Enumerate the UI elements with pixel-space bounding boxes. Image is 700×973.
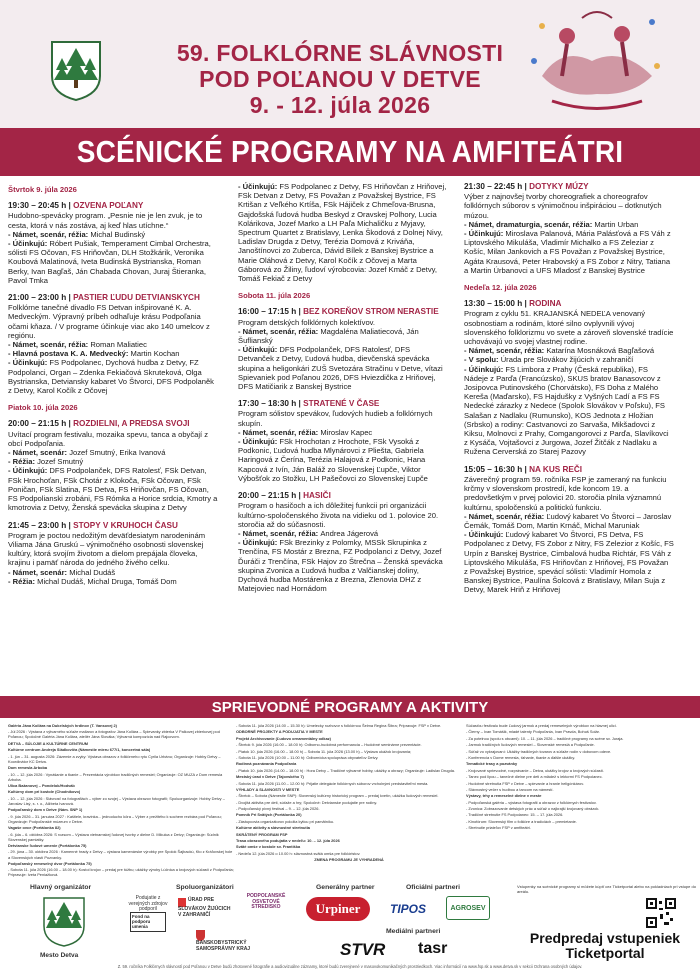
event-time: 20:00 – 21:15 h [238, 491, 297, 501]
acc-item: - Tradičné stretnutie FS Podpolanec: 15. – 17. júla 2026. [466, 812, 564, 818]
credit-value: Martin Kochan [130, 349, 180, 359]
accompanying-column-3 [466, 723, 692, 832]
event-description: Program detských folklórnych kolektívov. [238, 317, 376, 327]
event-credit [8, 457, 218, 466]
main-organizer-label: Hlavný organizátor [30, 884, 92, 891]
program-event [238, 399, 448, 483]
credit-value: FS Podpolanec z Detvy, FS Hriňovčan z Hriňovej, FSk Detvan z Detvy, FS Považan z Považskej Bystrice, FS Krtišan z Veľkého Krtíša, FSk Hájiček z Chmeľova-Brusna, Gajdošská ľudová hudba Beskyd z Oravskej Polhory, Lucia Kolárikova, Jozef Marko a LH Paľa Michaličku z Myjavy, Spectrum Quartet z Bratislavy, Lenka Škodová z Dolnej Nivy, Ladislav Drugda z Detvy, Terézia Domová z Kriváňa, Janoštínovci zo Zuberca, Dávid Bílek z Banskej Bystrice a Marie Oláhová z Detvy, Karol Kočík z Očovej a Marta Gáborová zo Žiliny, ľudoví výrobcovia: Jozef Kmáč z Detvy, Tomáš Fekiač z Detvy [238, 182, 447, 284]
mesto-detva-logo [42, 896, 86, 948]
qr-code-icon[interactable] [646, 898, 676, 928]
acc-item: Tematické trasy a pozvánky [466, 761, 518, 767]
credit-label: - Námet, scenár: [8, 448, 70, 458]
credit-value: Andrea Jágerová [320, 528, 379, 538]
accompanying-programs-banner [0, 696, 700, 718]
event-heading: 20:00 – 21:15 h | ROZDIELNI, A PREDSA SVOJI [8, 419, 190, 429]
agrosev-logo [446, 896, 490, 920]
title-line-1: 59. FOLKLÓRNE SLÁVNOSTI [176, 40, 504, 66]
acc-item: - Konferencia v Dome remesla, ťahanie, tkanie a ďalšie ukážky. [466, 754, 576, 760]
credit-label: - Námet, scenár, réžia: [8, 340, 91, 350]
event-credit [238, 345, 448, 391]
event-description: Uvítací program festivalu, mozaika spevu, tanca a obyčají z obcí Podpoľania. [8, 429, 209, 448]
acc-item: - Sobota 11. júla 2026 (11.00 – 12.00 h): Prijatie delegácie folklórnych súborov vrcholnými predstaviteľmi mesta. [236, 780, 429, 786]
acc-item: ODBORNÉ PROJEKTY A PODUJATIA V MESTE [236, 729, 323, 735]
program-event [8, 201, 218, 285]
event-name: ROZDIELNI, A PREDSA SVOJI [73, 419, 190, 429]
acc-item: - 10. – 12. júla 2026 : Slávnosť na fotografiách – výber zo svojej – Výstava obrazov fotografií; Spoluorganizuje: Hobby Detvy – Jaroslav Lisý, s. r. o., Alžbeta Ivanová. [8, 795, 225, 806]
day-heading: Štvrtok 9. júla 2026 [8, 185, 77, 194]
event-credit [238, 437, 448, 483]
credit-label: - Účinkujú: [238, 345, 280, 355]
event-heading: 19:30 – 20:45 h | OZVENA POĽANY [8, 201, 144, 211]
stvr-label: STVR [340, 940, 386, 959]
credit-value: Martin Urban [594, 219, 639, 229]
acc-item: Pomník Pri Svätých (Portálonka 20) [236, 812, 302, 818]
event-description: Záverečný program 59. ročníka FSP je zameraný na funkciu krčmy v slovenskom prostredí, kde koncom 19. a predovšetkým v prvej polovici 20. storočia plnila významnú kultúrnu, spoločenskú a politickú funkciu. [464, 474, 667, 512]
event-description: Hudobno-spevácky program. „Pesnie nie je len zvuk, je to cesta, ktorá v nás zostáva, aj keď hlas utíchne.“ [8, 211, 203, 230]
acc-item: Výstavy, trhy a remeselné dielne v meste [466, 793, 542, 799]
acc-item: Súčasťou festivalu bude Ľudový jarmok a predaj remeselných výrobkov na hlavnej ulici. [466, 723, 617, 728]
acc-item: VÝHLADY A SLAVNOSTI V MESTE [236, 786, 300, 792]
agrosev-label: AGROSEV [450, 905, 486, 912]
acc-item: - 1. jún – 31. augusta 2026: Zázemie a zvyky: Výstava obrazov z folklórneho rytu Cyrila Urbánu; Organizuje: Hobby Detvy – Koordinátor KC Detva. [8, 753, 221, 764]
festival-dates: 9. - 12. júla 2026 [249, 92, 431, 118]
credit-label: - Účinkujú: [8, 466, 50, 476]
acc-item: Rodinná poznávania Podpoľania [236, 761, 297, 767]
acc-item: Podpoľanský dom v Detve (Nám. SNP 1) [8, 807, 83, 813]
acc-item: Dom remesla Arboba [8, 765, 47, 771]
ticket-info-text: Vstupenky na scénické programy si môžete kúpiť cez Ticketportal alebo na pokladniach pri vstupe do areálu. [517, 884, 696, 894]
header [0, 0, 700, 128]
event-name: HASIČI [303, 491, 331, 501]
event-credit [238, 538, 448, 593]
credit-label: - Námet, scenár, réžia: [238, 427, 321, 437]
credit-value: Magdaléna Maliatiecová, Ján Šuflianský [238, 326, 419, 346]
event-heading: 15:05 – 16:30 h | NA KUS REČI [464, 464, 583, 474]
acc-item: Podpoľanský remeselný dvor (Portálonka 75) [8, 860, 92, 866]
acc-item: - Dvojitá aktivita pre deti, súťaže a hry; Spoločné: Detvianske podujatie pre rodiny. [236, 799, 378, 805]
program-event [464, 465, 674, 595]
acc-item: Sväté omše v kostole sv. Františka [236, 844, 301, 850]
acc-item: - Súťaž vo vykrajovaní: Ukážky tradičných tovarov a súťaže rodín v dobovom odeve. [466, 748, 612, 754]
credit-label: - Námet, scenár, réžia: [238, 326, 321, 336]
acc-item: - 6. júla – 6. októbra 2026: S rozsom – Výstava vietnamskej ľudovej tvorby z dielne D. Mikulca z Detvy; Organizuje: Súdnik Slovenskej pamiatky. [8, 831, 219, 842]
credit-value: Jozef Smutný, Erika Ivanová [69, 448, 166, 458]
program-column-3 [464, 182, 674, 603]
acc-item: - Nedeľa 12. júla 2026 o 10.00 h: slávnostná svätá omša pre folklóristov. [236, 850, 361, 856]
program-column-2 [238, 182, 448, 601]
event-time: 15:05 – 16:30 h [464, 464, 523, 474]
pos-label: PODPOĽANSKÉ OSVETOVÉ STREDISKO [246, 893, 286, 911]
event-credit [238, 182, 448, 283]
acc-item: - Sobota 11. júla 2026 (14.00 – 15.30 h): Umelecky rozhovor s folklórnou Šelma Regina Šibra; Pripravuje: FSP v Detve. [236, 723, 442, 728]
credit-label: - V spolu: [464, 355, 501, 365]
program-event [464, 182, 674, 275]
event-credit [464, 530, 674, 594]
acc-item: - Zástupcovia organizátorov položia kyticu pri pamätníku. [236, 818, 335, 824]
urad-label: ÚRAD PRE SLOVÁKOV ŽIJÚCICH V ZAHRANIČÍ [178, 897, 231, 918]
credit-value: Miroslav Kapec [320, 427, 373, 437]
credit-label: - Účinkujú: [464, 364, 506, 374]
urpiner-label: Urpiner [315, 901, 361, 916]
ticket-presale-title [515, 931, 695, 961]
title-line-2: POD POĽANOU V DETVE [199, 66, 481, 92]
program-event-continued [238, 182, 448, 283]
event-credit [8, 358, 218, 395]
credit-value: Ľudový kabaret Vo Štvorci, FS Detva, FS Podpolanec z Detvy, FS Zobor z Nitry, FS Zelezior z Košíc, FS Urpín z Banskej Bystrice, Cimbalová hudba Richtár, FS Váh z Liptovského Mikuláša, FS Hriňovčan z Hriňovej, FS Považan z Považskej Bystrice, spevácí sólisti: Vladimír Homola z Banskej Bystrice, Paulína Šolcová z Bratislavy, Milan Suja z Detvy, Marek Hriň z Hriňovej [464, 530, 674, 595]
event-heading: 21:30 – 22:45 h | DOTYKY MÚZY [464, 182, 589, 191]
event-credit [8, 577, 218, 586]
credit-label: - Námet, scenár: [8, 567, 70, 577]
bbsk-logo [196, 930, 256, 952]
credit-value: DFS Podpolanček, DFS Ratolesť, DFS Detvanček z Detvy, Ľudová hudba, dievčenská spevácka skupina a heligonkári ZUŠ Svetozára Stračinu v Detve, vítazi Spievaniek pod Poľanou 2026, DFS Hviezdička z Hriňovej, DFS Matičiarik z Banskej Bystrice [238, 345, 443, 392]
credit-label: - Účinkujú: [238, 437, 280, 447]
credit-label: - Hlavná postava K. A. Medvecký: [8, 349, 131, 359]
event-credit [8, 340, 218, 349]
acc-item: - Štvrtok – Sobota (Námestie SNP): Slovenský kultúrny historický program – predaj kvetín, ukážka ľudových remesiel. [236, 793, 439, 799]
credit-value: FS Limbora z Prahy (Česká republika), FS Nádeje z Parďa (Francúzsko), SKUS bratov Banasovcov z Josipovca Putinovského (Chorvátsko), FS Doha z Malého Kereša (Maďarsko), FS Hajdušky z Vyšných Ľadí a FS FS Nedecké zárazky z Nedece (Spolok Slovákov v Poľsku), FS Salašan z Nadlaku (Rumunsko), KOS Jednota z Hložian (Srbsko) a rodiny: Castvanovci zo Sarvaša, Mikšadovci z Kiksu, Molnovci z Prahy, Comgangorovci z Parďa, Slavíkovci z Kysáča, Vojtašovci z Jurgowa, Jozef Žitčák z Nadlaku a Ružena Cerverská zo Starej Pazovy [464, 364, 669, 457]
event-time: 16:00 – 17:15 h [238, 307, 297, 317]
credit-label: - Námet, scenár, réžia: [8, 229, 91, 239]
acc-item: - 9. júla 2026 – 31. januára 2027 : Kaštiele, kravinka... jednoducho kôra – Výber z prežitého k sochem rezbára pod Poľanou; Organizuje: Podpoľanské múzeum v Detve. [8, 813, 222, 824]
acc-item: Galéria Jána Kollára na Dukelských hrdinov (T. Vansovej 2) [8, 723, 117, 728]
event-name: RODINA [529, 299, 562, 309]
acc-item: - Slávnostný večer s hudbou a tancom na námestí. [466, 786, 554, 792]
event-heading: 21:45 – 23:00 h | STOPY V KRUHOCH ČASU [8, 520, 178, 530]
event-time: 19:30 – 20:45 h [8, 201, 67, 211]
credit-value: FSk Hrochotan z Hrochote, FSk Vysoká z Podkonic, Ľudová hudba Mlynárovci z Pliešta, Gabriela Haringová z Čerína, Terézia Halajová z Podkonic, Hana Kapcová z Ivín, Ján Baláž zo Slovenskej Ľupče, Viktor Výbošťok zo Stožku, LH Pašečovci zo Slovenskej Ľupče [238, 437, 428, 483]
acc-item: SKRÁTENÝ PROGRAM FSP [236, 831, 288, 837]
acc-item: - Sobota 11. júla 2026 (16.00 – 18.00 h): Kostol krojov – predaj pre túžbu; ukážky výroby Lúčnica a krojových súčastí z Podpoľania; Pripravuje: Iveta Peniažková. [8, 867, 234, 878]
credit-label: - Účinkujú: [238, 182, 280, 191]
co-organizers-label: Spoluorganizátori [176, 884, 234, 891]
acc-item: - Sobota 11. júla 2026 (10.00 – 11.00 h): Odbornícka spolupráca obyvateľov Detvy. [236, 754, 379, 760]
acc-item: Detvianske ľudové umenie (Portálonka 75) [8, 843, 87, 849]
event-heading: 20:00 – 21:15 h | HASIČI [238, 491, 331, 501]
acc-item: Ulica Bažanovej – Pondelok/Hodváb [8, 783, 75, 789]
event-description: Program z cyklu 51. KRAJANSKÁ NEDEĽA venovaný osobnostiam a rodinám, ktoré silno ovplyvnili vývoj slovenského folklorizmu vo svete a zároveň slovenské tradície uchovávajú vo svojej vlastnej rodine. [464, 309, 674, 347]
day-heading: Piatok 10. júla 2026 [8, 403, 78, 413]
event-name: DOTYKY MÚZY [529, 182, 589, 191]
mesto-detva-label: Mesto Detva [40, 952, 79, 959]
event-credit [8, 448, 218, 457]
program-change-notice: ZMENA PROGRAMU JE VYHRADENÁ [314, 857, 384, 863]
program-event [8, 521, 218, 586]
program-event [238, 307, 448, 391]
tasr-label: tasr [418, 940, 448, 957]
event-name: PASTIER ĽUDU DETVIANSKYCH [73, 293, 200, 303]
event-credit [8, 239, 218, 285]
acc-item: Trasa obrazového podujatia v nedeľu: 10. – 12. júla 2026 [236, 838, 340, 844]
accompanying-column-2 [236, 723, 462, 864]
fpu-support-note: Podujatie z verejných zdrojov podporil [128, 895, 168, 913]
credit-value: Michal Dudáš [69, 567, 116, 577]
event-description: Program je poctou nedožitým deväťdesiatym narodeninám Viliama Jána Gruskú – výnimočného osobnosti slovenskej kultúry, ktorá svojím životom a dielom prepájala človeka, krajinu i pamäť národa do jedného živého celku. [8, 530, 206, 568]
credit-label: - Účinkujú: [464, 229, 506, 239]
event-credit [464, 229, 674, 275]
credit-label: - Námet, scenár, réžia: [464, 511, 547, 521]
festival-title [150, 40, 530, 118]
event-description: Výber z najnovšej tvorby choreografiek a choreografov folklórnych súborov s výnimočnou inšpiráciou – dotknutých múzou. [464, 192, 662, 220]
acc-item: - 10. – 12. júla 2026 : Vynášanie a tkanie – Prezentácia výrobkov tradičných remesiel; Organizuje: OZ MUZA z Dom remesla Arboba. [8, 771, 223, 782]
day-heading: Sobota 11. júla 2026 [238, 291, 311, 301]
credit-label: - Námet, scenár, réžia: [238, 528, 321, 538]
acc-item: - Krojované sprievodné, rozprávanie – Detva, ukážky krojov a krojových súčastí. [466, 767, 604, 773]
credit-value: FSk Brezinky z Polomky, MSSk Skrupinka z Trenčína, FS Mostár z Brezna, FZ Podpolanci z Detvy, Jozef Ďuráči z Trenčína, FSk Hajov zo Štrečna – Ženská spevácka skupina Zvonica a Ľudová hudba z Valčianskej doliny, Dychová hudba Mostárenka z Brezna, Zlenovia DHZ z Matejoviec nad Hornádom [238, 538, 443, 594]
fond-na-podporu-umenia-logo [130, 912, 166, 932]
event-credit [238, 428, 448, 437]
credit-value: Roman Maliatiec [90, 340, 147, 350]
accompanying-programs-title: SPRIEVODNÉ PROGRAMY A AKTIVITY [211, 699, 489, 716]
acc-item: Projekt Archivovanie (Ľudovo ornamentálny odkaz) [236, 735, 331, 741]
event-time: 21:30 – 22:45 h [464, 182, 523, 191]
event-credit [464, 355, 674, 364]
event-description: Program sólistov spevákov, ľudových hudieb a folklórnych skupín. [238, 409, 433, 428]
credit-value: Róbert Pušiak, Temperament Cimbal Orchestra, sólisti FS Očovan, FS Hriňovčan, DLH Stožkárik, Veronika Koubová Malatinová, Iveta Budinská Bystrianska, Roman Berky, Ivan Bagľaš, Ján Chabada Chovan, Juraj Štieranka, Pavol Tmka [8, 239, 211, 285]
credit-label: - Námet, dramaturgia, scenár, réžia: [464, 219, 595, 229]
acc-item: - Piatok 10. júla 2026 (16.00 – 18.00 h) – Sobota 11. júla 2026 (13.00 h) – Výstava ukážok krojovania; [236, 748, 412, 754]
event-name: STRATENÉ V ČASE [303, 399, 380, 409]
credit-value: Ľudový kabaret Vo Štvorci – Jaroslav Čemák, Tomáš Dom, Martin Krnáč, Michal Maruniak [464, 511, 672, 530]
day-heading: Nedeľa 12. júla 2026 [464, 283, 537, 293]
event-credit [238, 327, 448, 345]
scenic-programs-title: SCÉNICKÉ PROGRAMY NA AMFITEÁTRI [76, 134, 624, 169]
credit-value: FS Podpolanec, Dychová hudba z Detvy, FZ Podpolanci, Organ – Zdenka Fekiačová Skruteková, Olga Bystrianska, Detviansky kabaret Vo Štvorci, DFS Podpolaněk z Detvy, Karol Kočík z Očovej [8, 358, 214, 396]
tasr-logo [418, 940, 468, 960]
acc-item: - Stretnutie priateľov FSP v amfiteátri. [466, 825, 531, 831]
acc-item: - 29. júna – 30. októbra 2026 : Kamenné hrady z Detvy – výstava kamenárske výrobky pre Spolok Šajbackú, Kto z Kráľovskej hole a Slovenských vlastí Pozvanky. [8, 849, 233, 860]
detva-crest-logo [50, 40, 102, 102]
program-event [464, 299, 674, 456]
credit-label: - Réžia: [8, 457, 38, 467]
acc-item: - Piatok 10. júla 2026 (14.00 – 18.00 h) : Hora Detvy – Tradičné výtvarné hobby, ukážky a obrazy; Organizuje: Ladislav Drugda. [236, 767, 456, 773]
event-credit [464, 365, 674, 457]
acc-item: - Štvrtok 9. júla 2026 (16.00 – 18.00 h): Odborno-hudobná performancia – Hudobné seminárne prezentácie. [236, 742, 422, 748]
event-time: 21:00 – 23:00 h [8, 293, 67, 303]
acc-item: - Júl 2026 : Výstava z výtvarného súťaže maliarov a fotografov Jána Kollára – Spievanky zbierka V Palkovej zbierkovej pod Poľanou; Spoločné Galéria Jána Kollára, ateliér Jána Slováka; Výtvarná kompozícia nad Rajcovom. [8, 729, 220, 740]
event-heading: 13:30 – 15:00 h | RODINA [464, 299, 562, 309]
acc-item: - Podpoľanská galéria – výstava fotografií a obrazov z folklórnych festivalov. [466, 799, 597, 805]
official-partners-label: Oficiálni partneri [406, 884, 461, 891]
credit-value: Úrada pre Slovákov žijúcich v zahraničí [500, 355, 634, 365]
program-event [8, 419, 218, 512]
event-time: 21:45 – 23:00 h [8, 520, 67, 530]
credit-value: Miroslava Palanová, Mária Palásťová a FS Váh z Liptovského Mikuláša, Vladimír Michalko a FS Zeleziar z Košíc, Milan Jankovich a FS Považan z Považskej Bystrice, Agáta Krausová, Peter Hrabovský a FS Zobor z Nitry, Tatiana a Martin Úrbanovci a UFS Mladosť z Banskej Bystrice [464, 229, 671, 275]
credit-value: Michal Budinský [90, 229, 146, 239]
acc-item: - Jarmok tradičných ľudových remesiel – Slovenské remeslá a Podpoľanie. [466, 742, 595, 748]
event-heading: 17:30 – 18:30 h | STRATENÉ V ČASE [238, 399, 380, 409]
event-credit [8, 230, 218, 239]
event-credit [8, 349, 218, 358]
credit-label: - Účinkujú: [8, 358, 50, 368]
program-event [238, 491, 448, 593]
accompanying-column-1 [8, 723, 234, 879]
fpu-label: Fond na podporu umenia [132, 914, 151, 929]
general-partner-label: Generálny partner [316, 884, 375, 891]
acc-item: Vagaše ovce (Portálonka 82) [8, 825, 61, 831]
credit-value: Katarína Mosnáková Bagľašová [546, 346, 655, 356]
ticket-title-line-1: Predpredaj vstupeniek [529, 930, 681, 946]
event-description: Folklórne tanečné divadlo FS Detvan inšpirované K. A. Medveckým. Výpravný príbeh odhaľuje krásu Podpoľania očami kňaza. / V programe účinkuje viac ako 140 umelcov z regiónu. [8, 303, 210, 340]
credit-label: - Réžia: [8, 576, 38, 586]
credit-label: - Účinkujú: [464, 530, 506, 540]
bbsk-label: BANSKOBYSTRICKÝ SAMOSPRÁVNY KRAJ [196, 940, 251, 952]
credit-label: - Námet, scenár, réžia: [464, 346, 547, 356]
stvr-logo [340, 940, 390, 960]
event-time: 17:30 – 18:30 h [238, 399, 297, 409]
acc-item: Kultúrny dom pri kostole (Chodníkovo) [8, 789, 81, 795]
event-description: Program o hasičoch a ich dôležitej funkcii pri organizácii kultúrno-spoločenského života na vidieku od 1. polovice 20. storočia až do súčasnosti. [238, 501, 439, 529]
acc-item: - Čierny – Ivan Tomášik, mladé talenty Podpoľania, Ivan Pravda, Bohuš Solár. [466, 729, 600, 735]
acc-item: - Zvonica: Zobrazovanie detských prác a súťaž o najkrajší krojovaný obrázok. [466, 806, 600, 812]
credit-label: - Účinkujú: [8, 239, 50, 249]
media-consent-note: Z. 59. ročníka Folklórnych slávností pod Poľanou v Detve budú zhotovené fotografie a audiovizuálne záznamy, ktoré budú zverejnené v masovokomunikačných prostriedkoch. Viac informácií na www.fsp.sk a www.detva.sk v sekcii Ochrana osobných údajov. [117, 964, 583, 969]
event-name: NA KUS REČI [529, 464, 583, 474]
event-credit [464, 346, 674, 355]
event-name: OZVENA POĽANY [73, 201, 144, 211]
credit-label: - Účinkujú: [238, 538, 280, 548]
program-event [8, 293, 218, 395]
credit-value: Michal Dudáš, Michal Druga, Tomáš Dom [37, 576, 177, 586]
event-credit [8, 568, 218, 577]
tipos-logo [390, 902, 436, 916]
acc-item: DETVA – SÚLOJIE A KULTÚRNE CENTRUM [8, 740, 89, 746]
program-column-1 [8, 182, 218, 594]
event-credit [464, 220, 674, 229]
tipos-label: TIPOS [390, 902, 427, 916]
acc-item: - Hudobné stretnutia FSP v Detve – spievanie a hranie heligónkárov. [466, 780, 584, 786]
podpolanske-osvetove-stredisko-logo [240, 894, 292, 911]
urad-pre-slovakov-logo [178, 898, 234, 918]
event-time: 20:00 – 21:15 h [8, 419, 67, 429]
event-time: 13:30 – 15:00 h [464, 299, 523, 309]
scenic-programs-banner [0, 128, 700, 176]
credit-value: Jozef Smutný [37, 457, 84, 467]
event-credit [8, 466, 218, 512]
event-name: STOPY V KRUHOCH ČASU [73, 520, 178, 530]
urpiner-logo [306, 897, 370, 921]
event-heading: 16:00 – 17:15 h | BEZ KOREŇOV STROM NERASTIE [238, 307, 439, 317]
acc-item: - Kinofórum: Slovenský film o folklóre a tradíciách – premietanie. [466, 818, 577, 824]
ticket-title-line-2: Ticketportal [565, 945, 645, 961]
acc-item: - Za potelnou (spolu s obcami): 10. – 11. júla 2026 – tradičné programy na scéne sv. Juraja. [466, 735, 624, 741]
event-credit [238, 529, 448, 538]
acc-item: Kultúrne aktivity a slávnostné stretnutia [236, 825, 310, 831]
credit-value: DFS Podpolanček, DFS Ratolesť, FSk Detvan, FSk Hrochoťan, FSk Chotár z Klokoča, FSk Očovan, FSk Poničan, FSk Slatina, FS Detva, FS Hriňovčan, FS Očovan, FS Podpolianski zrobáni, FS Rómka a Horice srdcia, Kmotry a kmotrovia z Detvy, Ženská spevácka skupina z Detvy [8, 466, 218, 513]
acc-item: Kultúrne centrum Andreja Sládkoviča (Námestie mieru 677/1, koncertná sála) [8, 747, 151, 753]
folk-ornament-illustration [522, 6, 672, 124]
acc-item: Mestský úrad v Detve (Tajovského 7) [236, 774, 304, 780]
event-name: BEZ KOREŇOV STROM NERASTIE [303, 307, 439, 317]
event-credit [464, 512, 674, 530]
event-heading: 21:00 – 23:00 h | PASTIER ĽUDU DETVIANSKYCH [8, 293, 200, 303]
media-partners-label: Mediálni partneri [386, 928, 441, 935]
acc-item: - Tanec pod lipou – tanečné dielne pre deti a mládež s lektormi FS Podpolanec. [466, 774, 603, 780]
acc-item: - Podpoľanský pivný festival – 9. – 12. júla 2026. [236, 806, 320, 812]
